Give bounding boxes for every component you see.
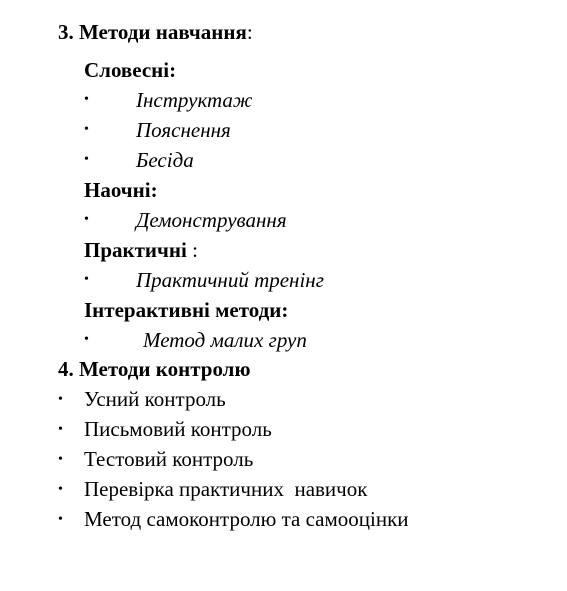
group-visual-heading: Наочні: — [84, 178, 158, 202]
list-item-practical-training: Практичний тренінг — [136, 268, 324, 292]
bullet-icon: • — [84, 212, 89, 227]
section-4-heading — [58, 357, 251, 381]
list-item-conversation: Бесіда — [136, 148, 194, 172]
list-item-instruction: Інструктаж — [136, 88, 253, 112]
group-interactive-heading: Інтерактивні методи: — [84, 298, 289, 322]
list-item-demonstration: Демонстрування — [136, 208, 287, 232]
bullet-icon: • — [84, 92, 89, 107]
bullet-icon: • — [58, 482, 63, 497]
bullet-icon: • — [58, 422, 63, 437]
section-4-number: 4. — [58, 357, 74, 381]
bullet-icon: • — [58, 512, 63, 527]
group-verbal-heading: Словесні: — [84, 58, 177, 82]
list-item-practical-skills-check: Перевірка практичних навичок — [84, 477, 368, 501]
list-item-explanation: Пояснення — [136, 118, 231, 142]
bullet-icon: • — [58, 452, 63, 467]
section-3-heading — [58, 20, 253, 44]
bullet-icon: • — [84, 122, 89, 137]
list-item-small-groups: Метод малих груп — [143, 328, 307, 352]
list-item-oral-control: Усний контроль — [84, 387, 226, 411]
section-3-title: Методи навчання — [79, 20, 247, 44]
list-item-written-control: Письмовий контроль — [84, 417, 272, 441]
section-3-suffix: : — [246, 20, 253, 44]
list-item-test-control: Тестовий контроль — [84, 447, 254, 471]
section-3-number: 3. — [58, 20, 74, 44]
bullet-icon: • — [84, 152, 89, 167]
bullet-icon: • — [58, 392, 63, 407]
group-practical-heading: Практичні : — [84, 238, 198, 262]
list-item-self-control: Метод самоконтролю та самооцінки — [84, 507, 409, 531]
bullet-icon: • — [84, 272, 89, 287]
bullet-icon: • — [84, 332, 89, 347]
section-4-title: Методи контролю — [79, 357, 251, 381]
